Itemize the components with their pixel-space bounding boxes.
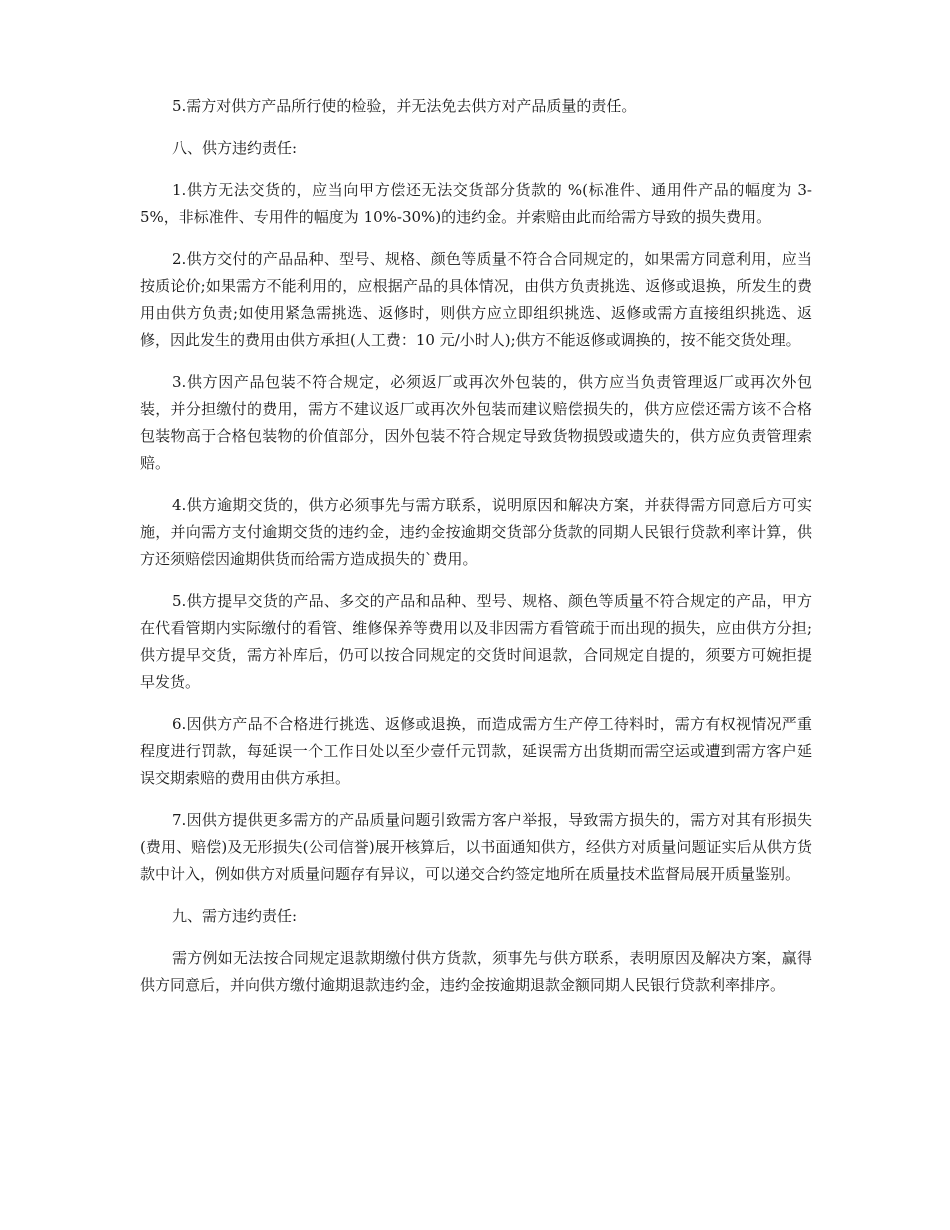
paragraph-8-2: 2.供方交付的产品品种、型号、规格、颜色等质量不符合合同规定的，如果需方同意利用，应当按质论价;如果需方不能利用的，应根据产品的具体情况，由供方负责挑选、返修或退换，所发生的费用由供方负责;如使用紧急需挑选、返修时，则供方应立即组织挑选、返修或需方直接组织挑选、返修，因此发生的费用由供方承担(人工费：10 元/小时人);供方不能返修或调换的，按不能交货处理。 xyxy=(140,250,812,349)
section-heading-8: 八、供方违约责任: xyxy=(172,139,298,157)
paragraph-9-1: 需方例如无法按合同规定退款期缴付供方货款，须事先与供方联系，表明原因及解决方案，赢得供方同意后，并向供方缴付逾期退款违约金，违约金按逾期退款金额同期人民银行贷款利率排序。 xyxy=(140,949,812,994)
paragraph-8-1: 1.供方无法交货的，应当向甲方偿还无法交货部分货款的 %(标准件、通用件产品的幅度为 3-5%，非标准件、专用件的幅度为 10%-30%)的违约金。并索赔由此而给需方导致的损失费用。 xyxy=(140,181,812,226)
paragraph-8-7: 7.因供方提供更多需方的产品质量问题引致需方客户举报，导致需方损失的，需方对其有形损失(费用、赔偿)及无形损失(公司信誉)展开核算后，以书面通知供方，经供方对质量问题证实后从供方货款中计入，例如供方对质量问题存有异议，可以递交合约签定地所在质量技术监督局展开质量鉴别。 xyxy=(140,811,812,883)
paragraph-8-6: 6.因供方产品不合格进行挑选、返修或退换，而造成需方生产停工待料时，需方有权视情况严重程度进行罚款，每延误一个工作日处以至少壹仟元罚款，延误需方出货期而需空运或遭到需方客户延误交期索赔的费用由供方承担。 xyxy=(140,715,812,787)
paragraph-8-5: 5.供方提早交货的产品、多交的产品和品种、型号、规格、颜色等质量不符合规定的产品，甲方在代看管期内实际缴付的看管、维修保养等费用以及非因需方看管疏于而出现的损失，应由供方分担;供方提早交货，需方补库后，仍可以按合同规定的交货时间退款，合同规定自提的，须要方可婉拒提早发货。 xyxy=(140,592,812,691)
paragraph-supplier-inspection: 5.需方对供方产品所行使的检验，并无法免去供方对产品质量的责任。 xyxy=(172,97,637,115)
paragraph-8-3: 3.供方因产品包装不符合规定，必须返厂或再次外包装的，供方应当负责管理返厂或再次外包装，并分担缴付的费用，需方不建议返厂或再次外包装而建议赔偿损失的，供方应偿还需方该不合格包装物高于合格包装物的价值部分，因外包装不符合规定导致货物损毁或遗失的，供方应负责管理索赔。 xyxy=(140,373,812,472)
paragraph-8-4: 4.供方逾期交货的，供方必须事先与需方联系，说明原因和解决方案，并获得需方同意后方可实施，并向需方支付逾期交货的违约金，违约金按逾期交货部分货款的同期人民银行贷款利率计算，供方还须赔偿因逾期供货而给需方造成损失的`费用。 xyxy=(140,496,812,568)
section-heading-9: 九、需方违约责任: xyxy=(172,907,298,925)
